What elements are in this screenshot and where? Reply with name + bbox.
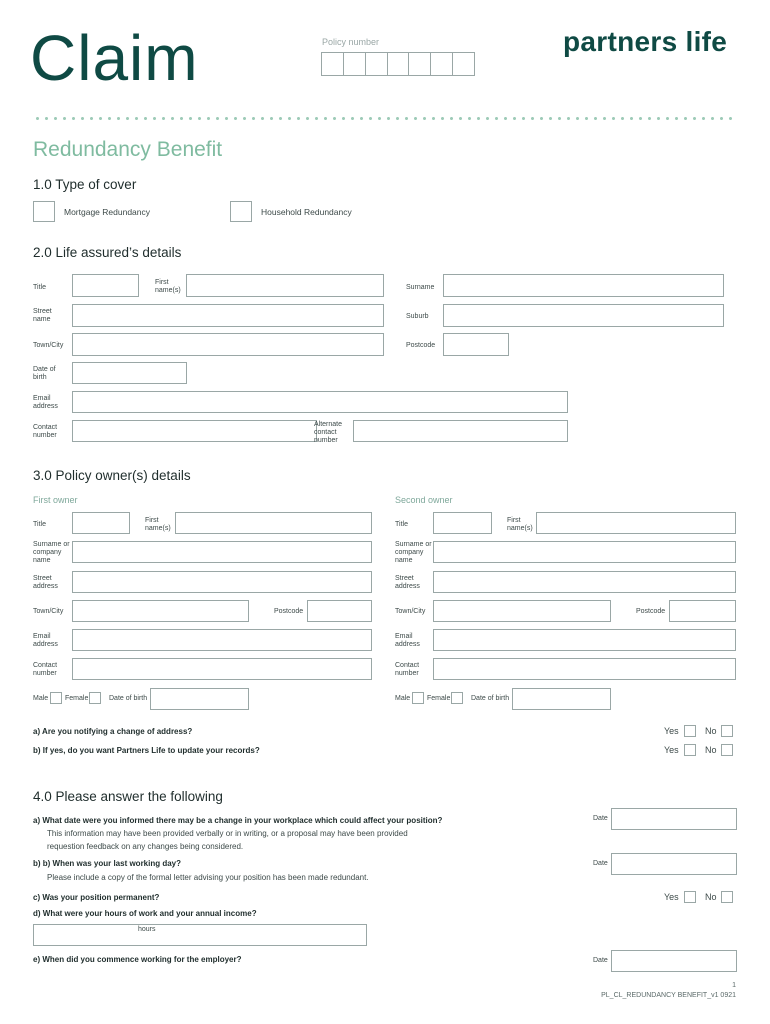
la-town-label: Town/City	[33, 342, 64, 349]
o1-email-label: Email address	[33, 633, 58, 648]
la-alt-contact-input[interactable]	[353, 420, 568, 442]
address-change-question: a) Are you notifying a change of address?	[33, 727, 193, 736]
commence-date-input[interactable]	[611, 950, 737, 972]
o1-title-input[interactable]	[72, 512, 130, 534]
address-change-yes-checkbox[interactable]	[684, 725, 696, 737]
la-first-name-label: First name(s)	[155, 279, 181, 294]
hours-input[interactable]	[33, 924, 367, 946]
o2-first-name-label: First name(s)	[507, 517, 533, 532]
la-town-input[interactable]	[72, 333, 384, 356]
household-redundancy-label: Household Redundancy	[261, 207, 352, 217]
o1-male-checkbox[interactable]	[50, 692, 62, 704]
o2-email-input[interactable]	[433, 629, 736, 651]
form-title: Redundancy Benefit	[33, 138, 223, 161]
o1-surname-label: Surname or company name	[33, 541, 70, 564]
la-contact-input[interactable]	[72, 420, 317, 442]
commence-date-label: Date	[593, 957, 608, 964]
informed-date-label: Date	[593, 815, 608, 822]
informed-date-input[interactable]	[611, 808, 737, 830]
o2-dob-input[interactable]	[512, 688, 611, 710]
o2-title-label: Title	[395, 521, 408, 528]
la-dob-label: Date of birth	[33, 366, 56, 381]
o1-town-input[interactable]	[72, 600, 249, 622]
form-heading: Claim	[30, 22, 199, 94]
dotted-divider	[33, 117, 735, 120]
informed-date-question: a) What date were you informed there may be a change in your workplace which could affect your position?	[33, 816, 443, 825]
section-1-heading: 1.0 Type of cover	[33, 177, 137, 192]
mortgage-redundancy-label: Mortgage Redundancy	[64, 207, 151, 217]
o2-surname-input[interactable]	[433, 541, 736, 563]
mortgage-redundancy-checkbox[interactable]	[33, 201, 55, 222]
o1-street-input[interactable]	[72, 571, 372, 593]
o1-male-label: Male	[33, 695, 49, 702]
o2-female-checkbox[interactable]	[451, 692, 463, 704]
permanent-yes-checkbox[interactable]	[684, 891, 696, 903]
la-surname-label: Surname	[406, 284, 435, 291]
o1-street-label: Street address	[33, 575, 58, 590]
address-change-no-label: No	[705, 726, 717, 736]
hours-income-question: d) What were your hours of work and your annual income?	[33, 909, 257, 918]
o1-first-name-label: First name(s)	[145, 517, 171, 532]
o1-contact-input[interactable]	[72, 658, 372, 680]
la-postcode-input[interactable]	[443, 333, 509, 356]
update-records-no-checkbox[interactable]	[721, 744, 733, 756]
o2-contact-label: Contact number	[395, 662, 420, 677]
o2-postcode-label: Postcode	[636, 608, 666, 615]
update-records-yes-label: Yes	[664, 745, 679, 755]
o2-street-label: Street address	[395, 575, 420, 590]
o2-dob-label: Date of birth	[471, 695, 510, 702]
last-working-day-note: Please include a copy of the formal letter advising your position has been made redundant.	[47, 873, 369, 882]
o2-male-checkbox[interactable]	[412, 692, 424, 704]
la-postcode-label: Postcode	[406, 342, 436, 349]
section-2-heading: 2.0 Life assured’s details	[33, 245, 182, 260]
la-first-name-input[interactable]	[186, 274, 384, 297]
la-surname-input[interactable]	[443, 274, 724, 297]
la-contact-label: Contact number	[33, 424, 58, 439]
permanent-question: c) Was your position permanent?	[33, 893, 160, 902]
informed-date-note: This information may have been provided verbally or in writing, or a proposal may have been provided requestion feedback on any changes being considered.	[47, 829, 408, 851]
last-working-day-input[interactable]	[611, 853, 737, 875]
la-title-input[interactable]	[72, 274, 139, 297]
permanent-no-checkbox[interactable]	[721, 891, 733, 903]
last-working-day-question: b) b) When was your last working day?	[33, 859, 182, 868]
commence-question: e) When did you commence working for the employer?	[33, 955, 242, 964]
address-change-no-checkbox[interactable]	[721, 725, 733, 737]
la-suburb-input[interactable]	[443, 304, 724, 327]
o1-first-name-input[interactable]	[175, 512, 372, 534]
o2-postcode-input[interactable]	[669, 600, 736, 622]
o1-dob-input[interactable]	[150, 688, 249, 710]
page-number: 1	[732, 982, 736, 989]
permanent-no-label: No	[705, 892, 717, 902]
la-title-label: Title	[33, 284, 46, 291]
first-owner-heading: First owner	[33, 495, 78, 505]
o2-town-input[interactable]	[433, 600, 611, 622]
o2-email-label: Email address	[395, 633, 420, 648]
partners-life-logo: partners life	[563, 26, 728, 57]
second-owner-heading: Second owner	[395, 495, 453, 505]
o1-town-label: Town/City	[33, 608, 64, 615]
o1-postcode-label: Postcode	[274, 608, 304, 615]
o2-contact-input[interactable]	[433, 658, 736, 680]
o2-title-input[interactable]	[433, 512, 492, 534]
la-street-label: Street name	[33, 308, 52, 323]
o2-female-label: Female	[427, 695, 451, 702]
o1-email-input[interactable]	[72, 629, 372, 651]
update-records-no-label: No	[705, 745, 717, 755]
address-change-yes-label: Yes	[664, 726, 679, 736]
o1-surname-input[interactable]	[72, 541, 372, 563]
o2-surname-label: Surname or company name	[395, 541, 432, 564]
update-records-question: b) If yes, do you want Partners Life to update your records?	[33, 746, 260, 755]
policy-number-field[interactable]	[321, 52, 475, 76]
o1-postcode-input[interactable]	[307, 600, 372, 622]
o1-female-checkbox[interactable]	[89, 692, 101, 704]
hours-label: hours	[138, 926, 156, 933]
la-street-input[interactable]	[72, 304, 384, 327]
last-working-day-label: Date	[593, 860, 608, 867]
household-redundancy-checkbox[interactable]	[230, 201, 252, 222]
section-3-heading: 3.0 Policy owner(s) details	[33, 468, 191, 483]
o1-contact-label: Contact number	[33, 662, 58, 677]
o1-dob-label: Date of birth	[109, 695, 148, 702]
update-records-yes-checkbox[interactable]	[684, 744, 696, 756]
o1-female-label: Female	[65, 695, 89, 702]
o2-male-label: Male	[395, 695, 411, 702]
la-dob-input[interactable]	[72, 362, 187, 384]
section-4-heading: 4.0 Please answer the following	[33, 789, 223, 804]
la-email-input[interactable]	[72, 391, 568, 413]
policy-number-label: Policy number	[322, 37, 380, 47]
la-email-label: Email address	[33, 395, 58, 410]
o1-title-label: Title	[33, 521, 46, 528]
o2-first-name-input[interactable]	[536, 512, 736, 534]
o2-street-input[interactable]	[433, 571, 736, 593]
permanent-yes-label: Yes	[664, 892, 679, 902]
o2-town-label: Town/City	[395, 608, 426, 615]
la-suburb-label: Suburb	[406, 313, 429, 320]
la-alt-contact-label: Alternate contact number	[314, 421, 343, 444]
form-code: PL_CL_REDUNDANCY BENEFIT_v1 0921	[601, 992, 736, 999]
